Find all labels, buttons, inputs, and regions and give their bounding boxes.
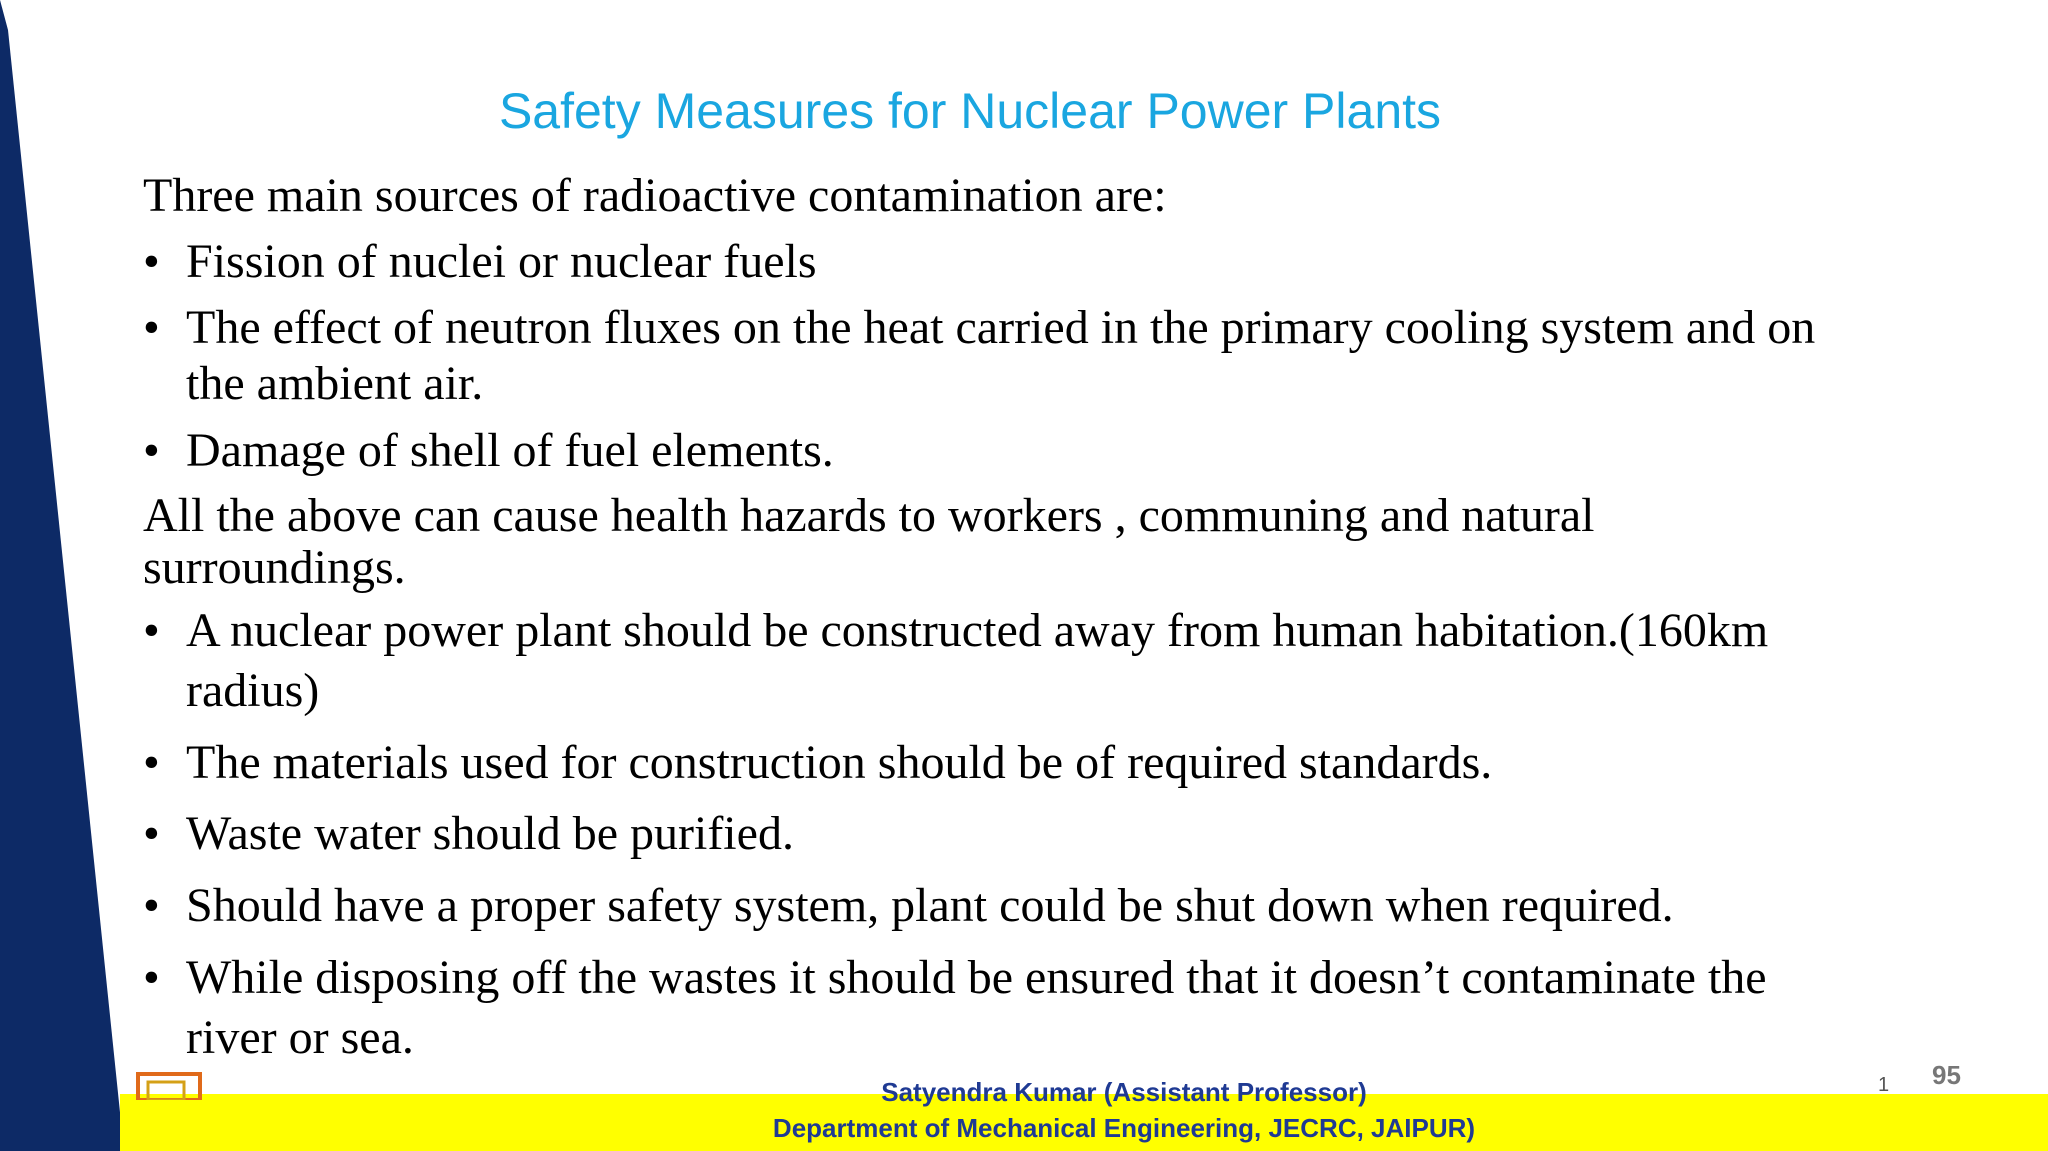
source-item: Damage of shell of fuel elements.: [186, 424, 834, 477]
measure-item-continuation: radius): [186, 664, 320, 717]
footer-author: Satyendra Kumar (Assistant Professor): [881, 1077, 1367, 1107]
middle-text-continuation: surroundings.: [143, 541, 406, 594]
bullet-icon: •: [143, 424, 160, 477]
bullet-icon: •: [143, 736, 160, 789]
middle-text: All the above can cause health hazards to workers , communing and natural: [143, 489, 1595, 542]
page-marker: 1: [1878, 1074, 1890, 1096]
measure-item: The materials used for construction should be of required standards.: [186, 736, 1493, 789]
footer-department: Department of Mechanical Engineering, JECRC, JAIPUR): [772, 1113, 1476, 1143]
measure-item: Should have a proper safety system, plant could be shut down when required.: [186, 879, 1674, 932]
bullet-icon: •: [143, 951, 160, 1004]
measure-item-continuation: river or sea.: [186, 1011, 414, 1064]
bullet-icon: •: [143, 301, 160, 354]
bullet-icon: •: [143, 604, 160, 657]
bullet-icon: •: [143, 807, 160, 860]
slide-title: Safety Measures for Nuclear Power Plants: [498, 83, 1442, 139]
source-item: Fission of nuclei or nuclear fuels: [186, 235, 817, 288]
measure-item: While disposing off the wastes it should be ensured that it doesn’t contaminate the: [186, 951, 1767, 1004]
measure-item: Waste water should be purified.: [186, 807, 794, 860]
page-number: 95: [1932, 1060, 1961, 1090]
left-decor-band: [0, 0, 130, 1151]
intro-text: Three main sources of radioactive contamination are:: [143, 169, 1167, 222]
bullet-icon: •: [143, 879, 160, 932]
measure-item: A nuclear power plant should be constructed away from human habitation.(160km: [186, 604, 1769, 657]
source-item-continuation: the ambient air.: [186, 357, 484, 410]
bullet-icon: •: [143, 235, 160, 288]
source-item: The effect of neutron fluxes on the heat carried in the primary cooling system and on: [186, 301, 1816, 354]
